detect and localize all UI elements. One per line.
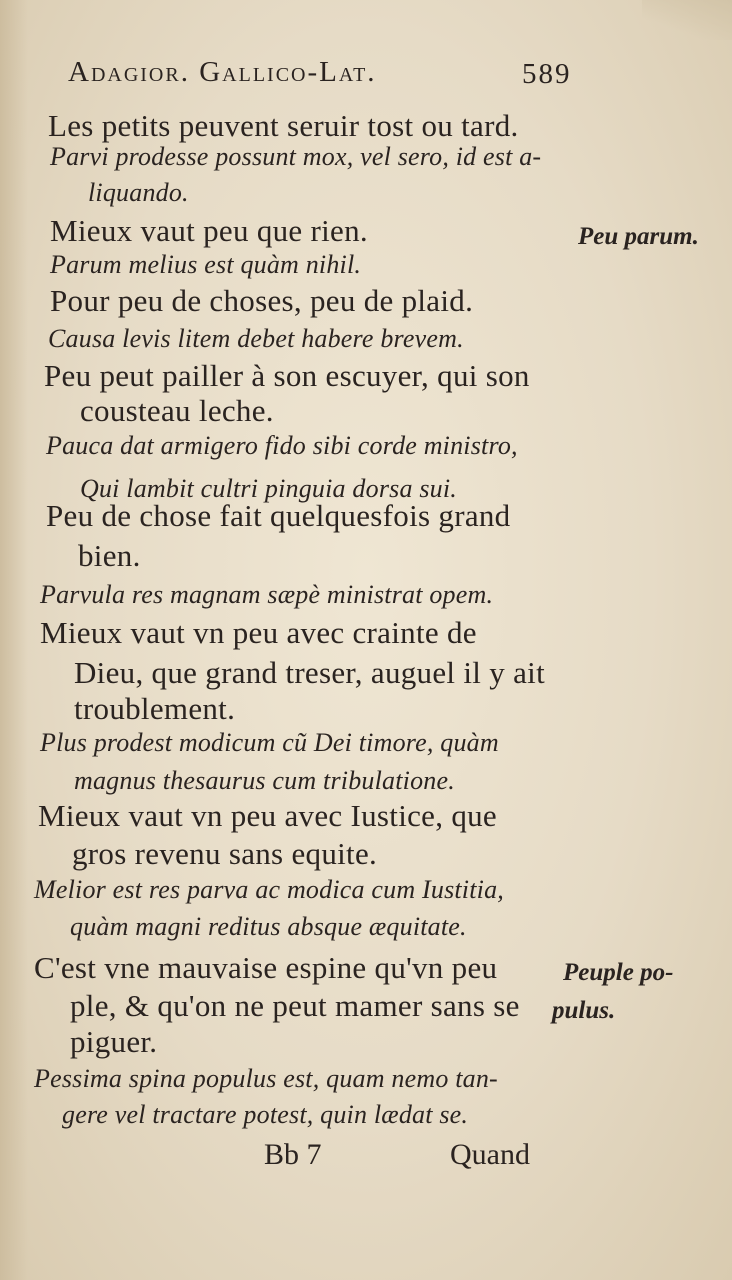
catchword: Quand [450,1138,530,1171]
proverb-latin: Parvula res magnam sæpè ministrat opem. [40,580,494,609]
page-number: 589 [522,58,572,90]
proverb-french: ple, & qu'on ne peut mamer sans se [70,988,520,1023]
proverb-latin: Parum melius est quàm nihil. [50,250,362,279]
proverb-latin: Qui lambit cultri pinguia dorsa sui. [80,474,458,503]
proverb-french: Pour peu de choses, peu de plaid. [50,283,474,318]
margin-note: pulus. [552,997,616,1024]
proverb-french: bien. [78,538,141,573]
margin-note: Peu parum. [578,223,699,250]
proverb-french: Les petits peuvent seruir tost ou tard. [48,108,519,143]
margin-note: Peuple po- [563,959,674,986]
proverb-french: gros revenu sans equite. [72,836,378,871]
proverb-french: Mieux vaut vn peu avec crainte de [40,615,477,650]
proverb-latin: Parvi prodesse possunt mox, vel sero, id est a- [50,142,542,171]
proverb-french: cousteau leche. [80,393,274,428]
proverb-french: troublement. [74,691,236,726]
proverb-latin: Melior est res parva ac modica cum Iustitia, [34,875,504,904]
page-corner-shadow [642,0,732,40]
proverb-french: piguer. [70,1024,158,1059]
proverb-french: Mieux vaut vn peu avec Iustice, que [38,798,497,833]
proverb-latin: Plus prodest modicum cũ Dei timore, quàm [40,728,499,757]
proverb-latin: Pauca dat armigero fido sibi corde ministro, [46,431,518,460]
running-header-title: Adagior. Gallico-Lat. [68,56,377,88]
proverb-latin: liquando. [88,178,189,207]
proverb-latin: Causa levis litem debet habere brevem. [48,324,464,353]
proverb-french: C'est vne mauvaise espine qu'vn peu [34,950,498,985]
proverb-french: Peu peut pailler à son escuyer, qui son [44,358,530,393]
proverb-french: Peu de chose fait quelquesfois grand [46,498,511,533]
signature-mark: Bb 7 [264,1138,322,1171]
proverb-french: Mieux vaut peu que rien. [50,213,368,248]
proverb-latin: gere vel tractare potest, quin lædat se. [62,1100,469,1129]
proverb-french: Dieu, que grand treser, auguel il y ait [74,655,545,690]
proverb-latin: magnus thesaurus cum tribulatione. [74,766,455,795]
proverb-latin: quàm magni reditus absque æquitate. [70,912,467,941]
proverb-latin: Pessima spina populus est, quam nemo tan- [34,1064,498,1093]
